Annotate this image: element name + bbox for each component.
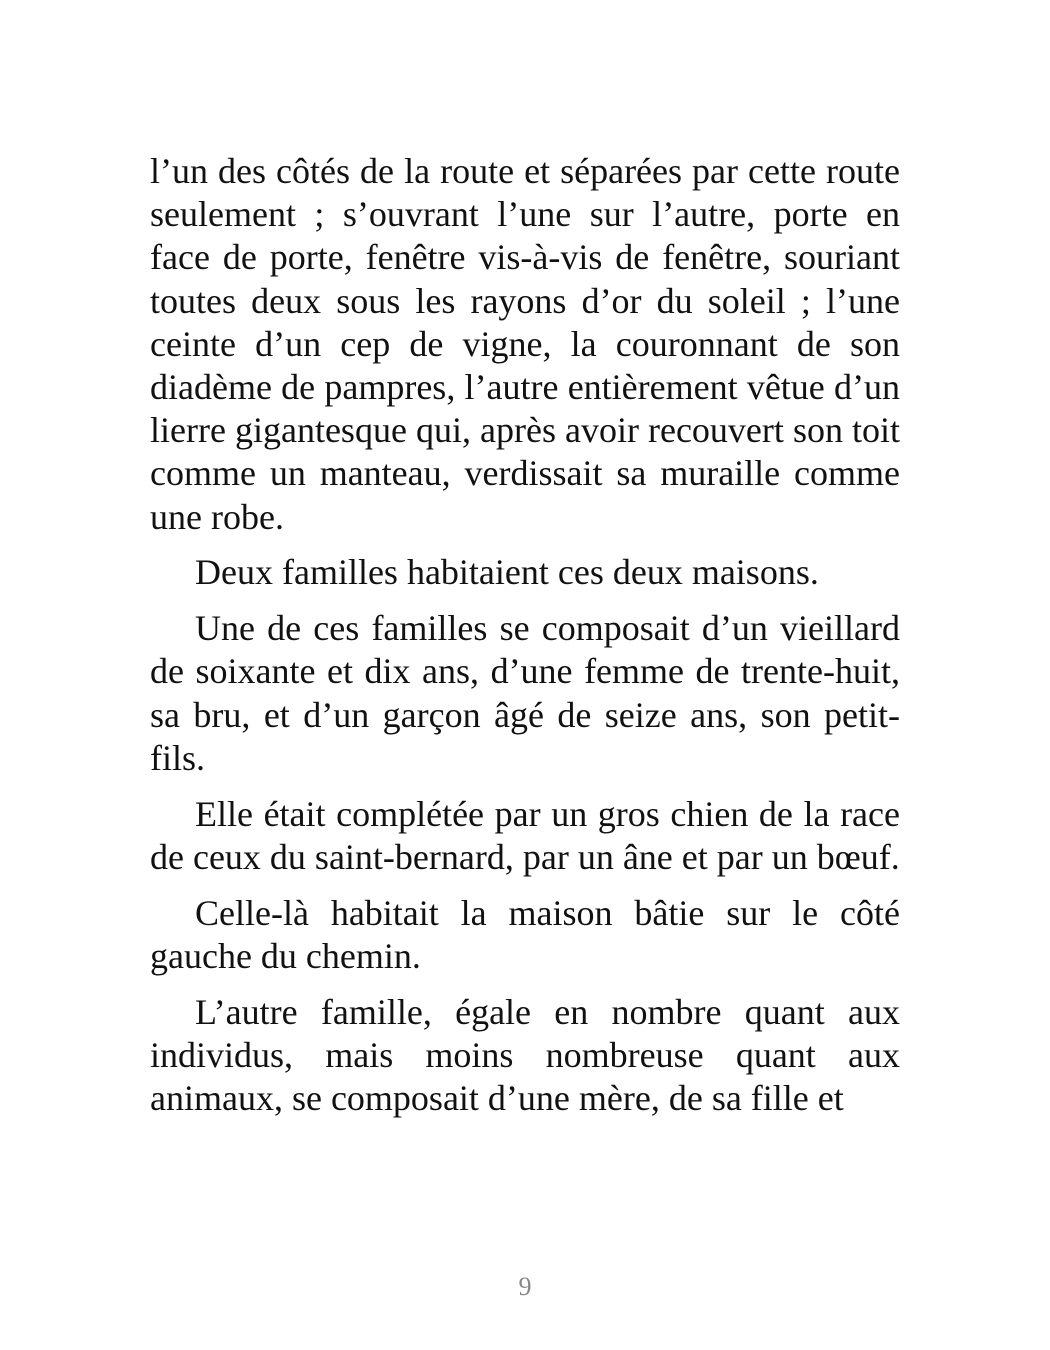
- paragraph: Deux familles habitaient ces deux maisons.: [195, 552, 819, 593]
- paragraph-continuation: l’un des côtés de la route et séparées par cette route seulement ; s’ouvrant l’une sur l’autre, porte en face de porte, fenêtre vis-à-vis de fenêtre, souriant toutes deux sous les rayons d’or du soleil ; l’une ceinte d’un cep de vigne, la couronnant de son diadème de pampres, l’autre entièrement vêtue d’un lierre gigantesque qui, après avoir recouvert son toit comme un manteau, verdissait sa muraille comme une robe.: [150, 151, 900, 537]
- page-number: 9: [518, 1272, 532, 1301]
- paragraph: Elle était complétée par un gros chien de la race de ceux du saint-bernard, par un âne et par un bœuf.: [150, 793, 900, 877]
- page-body: [150, 150, 900, 1133]
- paragraph: L’autre famille, égale en nombre quant aux individus, mais moins nombreuse quant aux animaux, se composait d’une mère, de sa fille et: [150, 991, 900, 1119]
- paragraph: Celle-là habitait la maison bâtie sur le côté gauche du chemin.: [150, 892, 900, 976]
- paragraph: Une de ces familles se composait d’un vieillard de soixante et dix ans, d’une femme de trente-huit, sa bru, et d’un garçon âgé de seize ans, son petit-fils.: [150, 608, 900, 778]
